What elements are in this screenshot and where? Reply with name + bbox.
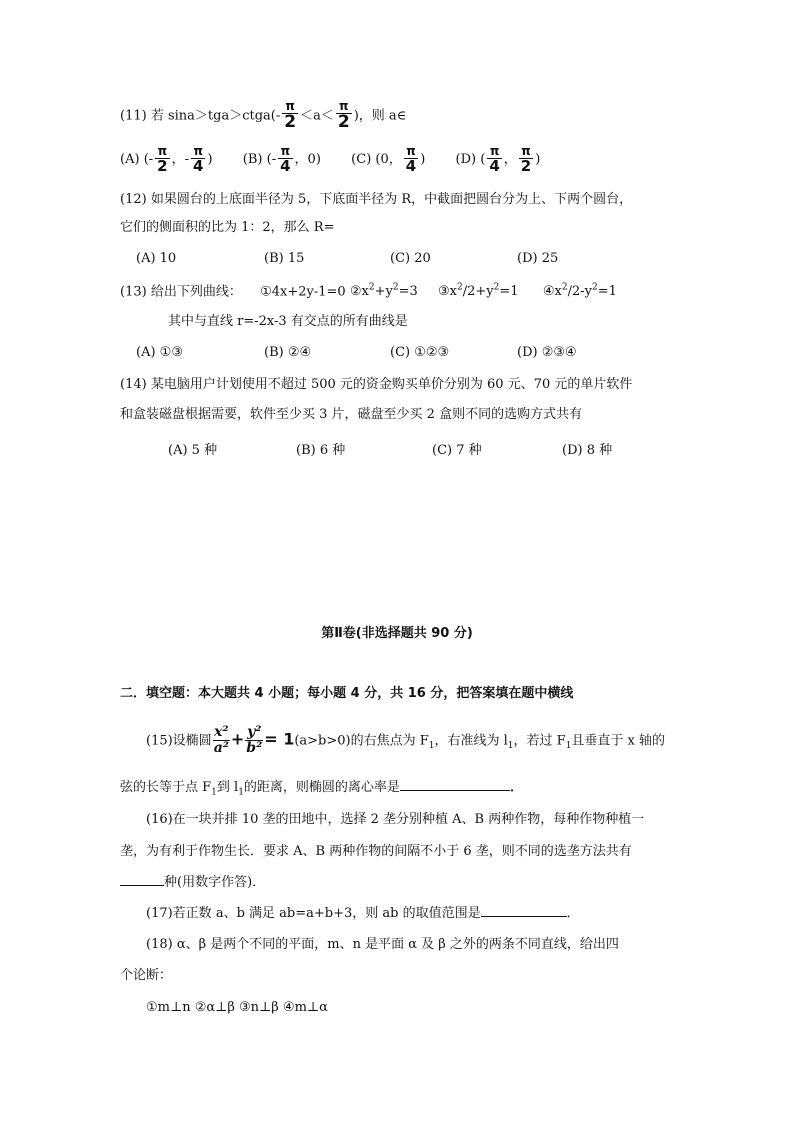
q15-line2: 弦的长等于点 $F_1$到 $l_1$的距离，则椭圆的离心率是 ．: [120, 780, 523, 798]
q13-option-d: (D) ②③④: [517, 345, 577, 360]
q12-option-d: (D) 25: [517, 251, 559, 266]
q11-option-c: (C) (0， $\frac{\pi}{4}$ ): [351, 144, 426, 176]
q11-stem: [120, 100, 406, 132]
curve-3: $③x^2/2+y^2=1$: [438, 283, 519, 300]
pi-over-4-fraction: $\frac{\pi}{4}$: [280, 144, 291, 176]
q14-line2: 和盒装磁盘根据需要，软件至少买 3 片，磁盘至少买 2 盒则不同的选购方式共有: [120, 407, 583, 422]
answer-blank[interactable]: [481, 915, 567, 917]
q14-option-a: (A) 5 种: [168, 443, 218, 458]
q12-line2: 它们的侧面积的比为 1：2，那么 R=: [120, 220, 335, 235]
q11-suffix: )，则 a∈: [353, 108, 407, 124]
pi-over-2-fraction: $\frac{\pi}{2}$: [157, 144, 168, 176]
q12-option-b: (B) 15: [264, 251, 305, 266]
q11-inequality: ＜a＜: [300, 108, 334, 124]
q12-line1: (12) 如果圆台的上底面半径为 5，下底面半径为 R，中截面把圆台分为上、下两个圆台，: [120, 192, 633, 207]
q15-line1: (15)设椭圆 $\frac{\text{x²}}{\text{a²}}$ + $\frac{\text{y²}}{\text{b²}}$ = 1(a>b>0)的右焦点为 $F_1$，右准线为 $l_1$，若过 $F_1$且垂直于 x 轴的: [146, 724, 666, 757]
q17-line: (17)若正数 a、b 满足 ab=a+b+3，则 ab 的取值范围是 ．: [146, 906, 580, 921]
answer-blank[interactable]: [120, 884, 164, 886]
q11-option-d: (D) ( $\frac{\pi}{4}$ ， $\frac{\pi}{2}$ ): [455, 144, 541, 176]
q14-option-d: (D) 8 种: [562, 443, 613, 458]
q14-option-b: (B) 6 种: [296, 443, 346, 458]
q14-option-c: (C) 7 种: [432, 443, 482, 458]
pi-over-4-fraction: $\frac{\pi}{4}$: [405, 144, 417, 176]
answer-blank[interactable]: [400, 789, 510, 791]
q14-line1: (14) 某电脑用户计划使用不超过 500 元的资金购买单价分别为 60 元、70 元的单片软件: [120, 377, 633, 392]
q11-prefix: (11) 若 sina＞tga＞ctga(-: [120, 108, 281, 124]
q18-line3: ①m⊥n ②α⊥β ③n⊥β ④m⊥α: [146, 1000, 328, 1015]
q13-line2: 其中与直线 r=-2x-3 有交点的所有曲线是: [168, 314, 408, 329]
q11-option-a: (A) (- $\frac{\pi}{2}$ ，- $\frac{\pi}{4}$ ): [120, 144, 213, 176]
q16-line2: 垄，为有利于作物生长．要求 A、B 两种作物的间隔不小于 6 垄，则不同的选垄方法共有: [120, 844, 632, 859]
pi-over-2-fraction: $\frac{\pi}{2}$: [284, 99, 297, 133]
q16-line1: (16)在一块并排 10 垄的田地中，选择 2 垄分别种植 A、B 两种作物，每种作物种植一: [146, 812, 645, 827]
q11-options: [120, 145, 540, 175]
curve-4: $④x^2/2-y^2=1$: [542, 283, 617, 300]
q13-line1: (13) 给出下列曲线： ①4x+2y-1=0 $②x^2+y^2=3$ $③x^2/2+y^2=1$ $④x^2/2-y^2=1$: [120, 283, 617, 300]
x2-over-a2-fraction: $\frac{\text{x²}}{\text{a²}}$: [213, 724, 229, 757]
q13-option-c: (C) ①②③: [390, 345, 450, 360]
q12-option-c: (C) 20: [390, 251, 431, 266]
q11-option-b: (B) (- $\frac{\pi}{4}$ ，0): [242, 144, 321, 176]
q18-line1: (18) α、β 是两个不同的平面，m、n 是平面 α 及 β 之外的两条不同直线，给出四: [146, 937, 619, 952]
section-heading: 二．填空题：本大题共 4 小题；每小题 4 分，共 16 分，把答案填在题中横线: [120, 686, 574, 701]
q12-option-a: (A) 10: [136, 251, 177, 266]
pi-over-4-fraction: $\frac{\pi}{4}$: [489, 144, 500, 176]
q13-option-b: (B) ②④: [264, 345, 312, 360]
pi-over-4-fraction: $\frac{\pi}{4}$: [193, 144, 204, 176]
curve-1: ①4x+2y-1=0: [260, 284, 346, 300]
curve-2: $②x^2+y^2=3$: [349, 283, 418, 300]
q13-option-a: (A) ①③: [136, 345, 183, 360]
y2-over-b2-fraction: $\frac{\text{y²}}{\text{b²}}$: [246, 724, 263, 757]
section-title: 第Ⅱ卷(非选择题共 90 分): [321, 626, 473, 641]
q18-line2: 个论断：: [120, 968, 173, 983]
q16-line3: 种(用数字作答)．: [120, 875, 265, 891]
pi-over-2-fraction: $\frac{\pi}{2}$: [520, 144, 532, 176]
pi-over-2-fraction: $\frac{\pi}{2}$: [337, 99, 350, 133]
